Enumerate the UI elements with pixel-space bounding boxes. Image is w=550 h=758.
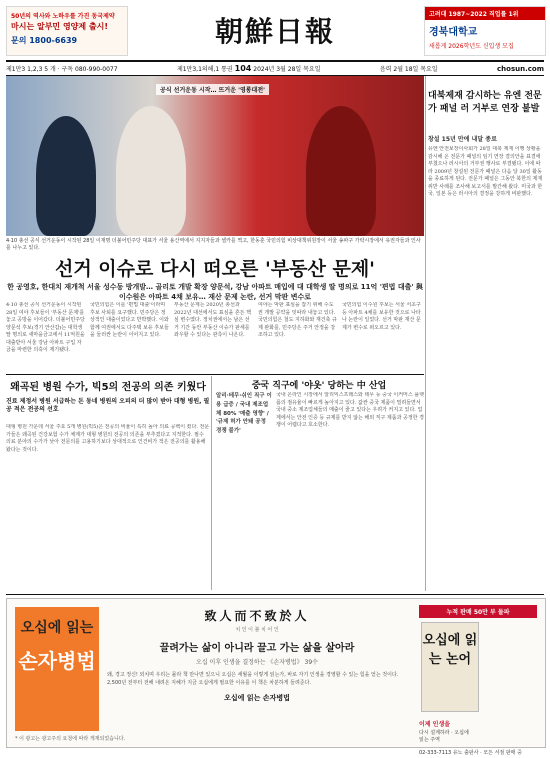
hospital-article-body: 대형 병원 가운데 서울 주요 5개 병원(빅5)은 전공의 비율이 특히 높아 의료 공백이 컸다. 전문가들은 왜곡된 건강보험 수가 체계가 대형 병원의 전공의 의존을 부추겼다고 지적한다. 필수 의료 분야의 수가가 낮아 전문의를 고용하기보다 상대적으로 인건비가 적은 전공의를 활용해 왔다는 것이다. bbox=[6, 424, 210, 453]
masthead-logo: 朝鮮日報 bbox=[214, 15, 335, 48]
site-link[interactable]: chosun.com bbox=[497, 64, 544, 73]
dateline-bar bbox=[6, 60, 544, 76]
ad-slogan: 끌려가는 삶이 아니라 끌고 가는 삶을 살아라 bbox=[159, 643, 355, 654]
lunar-date: 음력 2월 18일 목요일 bbox=[379, 66, 438, 73]
photo-figure-right bbox=[306, 106, 376, 236]
china-article-body: 국내 온라인 시장에서 알리익스프레스와 테무 등 중국 이커머스 플랫폼의 점유율이 빠르게 높아지고 있다. 값싼 중국 제품이 밀려들면서 국내 중소 제조업체들의 매출이 줄고 있다는 우려가 커지고 있다. 업계에서는 안전 인증 등 규제를 받지 않는 해외 직구 제품과 공정한 경쟁이 어렵다고 호소한다. bbox=[276, 392, 424, 428]
photo-figure-center bbox=[116, 106, 186, 236]
china-article-pull-quote: 알리·테무·쉬인 직구 이용 급증 / 국내 제조업체 80% '매출 영향' / '규제 허가 안돼 공정 경쟁 불가' bbox=[216, 393, 272, 435]
ad-footer-title: 오십에 읽는 손자병법 bbox=[224, 694, 290, 702]
bottom-book-advertisement[interactable] bbox=[6, 598, 546, 756]
main-headline[interactable]: 선거 이슈로 다시 떠오른 '부동산 문제' bbox=[54, 258, 376, 280]
issue-label: 제1만3,1의해,1 통권 bbox=[176, 66, 233, 73]
main-article-col-5: 국민의힘 이수원 후보는 서울 서초구 등 아파트 4채를 보유한 것으로 나타나 논란이 일었다. 선거 막판 재산 문제가 변수로 떠오르고 있다. bbox=[342, 302, 421, 331]
ad-contact: 02-333-7113 유노 출판사 · 모든 서점 판매 중 bbox=[419, 749, 522, 756]
ad-line-2: 마시는 알부민 영양제 출시! bbox=[11, 22, 109, 31]
ad-notice: * 이 광고는 광고주의 요청에 따라 게재되었습니다. bbox=[15, 736, 126, 742]
blurb-title: 이제 인생을 bbox=[419, 721, 451, 728]
second-book-cover[interactable] bbox=[421, 622, 479, 712]
side-article-headline[interactable]: 대북제재 감시하는 유엔 전문가 패널 러 거부로 연장 불발 bbox=[428, 91, 542, 115]
ad-hanja-phrase: 致人而不致於人 bbox=[204, 609, 310, 623]
book-title-top: 오십에 읽는 bbox=[20, 620, 94, 636]
photo-caption: 4·10 총선 공식 선거운동이 시작된 28일 이재명 더불어민주당 대표가 서울 용산역에서 지지자들과 셀카를 찍고, 한동훈 국민의힘 비상대책위원장이 서울 송파구 가락시장에서 유권자들과 인사를 나누고 있다. bbox=[6, 238, 421, 251]
photo-tag: 공식 선거운동 시작… 뜨거운 '영롱대전' bbox=[156, 84, 269, 95]
column-divider bbox=[211, 376, 212, 590]
dateline-left: 제1만3 1,2,3 5 개 · 구독 080-990-0077 bbox=[6, 66, 118, 73]
lead-photo[interactable] bbox=[6, 76, 424, 236]
column-divider bbox=[425, 76, 426, 591]
ad-section-rule bbox=[6, 594, 544, 595]
issue-date: 2024년 3월 28일 목요일 bbox=[253, 66, 321, 73]
ad-banner: 고려대 1987~2022 직업률 1위 bbox=[425, 7, 545, 20]
ad-center-copy bbox=[107, 607, 407, 703]
ad-line-1: 50년의 역사와 노하우를 가진 동국제약 bbox=[11, 13, 115, 20]
ad-subtitle: 새롭게 2026학년도 신입생 모집 bbox=[429, 43, 514, 50]
main-article-col-4: 여야는 막판 표심을 잡기 위해 수도권 개발 공약을 잇따라 내놓고 있다. 국민의힘은 철도 지하화와 재건축 규제 완화를, 민주당은 주거 안정을 강조하고 있다. bbox=[258, 302, 337, 338]
blurb-text: 다시 설계하라 · 오십에 읽는 주역 bbox=[419, 729, 469, 743]
ad-hanja-reading: 치 인 이 불 치 어 인 bbox=[235, 627, 279, 633]
issue-number: 104 bbox=[234, 64, 252, 73]
main-subhead: 한 공영호, 한대치 재개척 서울 성수동 방개발… 골리토 개발 확장 양문석, 강남 아파트 매입에 대 대학생 딸 명의로 11억 '편법 대출' 與 이수원은 아파트 4채 보유… 재산 문제 논란, 선거 막판 변수로 bbox=[7, 283, 423, 301]
issue-info bbox=[177, 64, 321, 73]
china-article-headline[interactable]: 중국 직구에 '야옷' 당하는 中 산업 bbox=[251, 381, 387, 391]
section-rule bbox=[6, 374, 424, 375]
ad-subtitle: 오십 이후 인생을 결정하는 《손자병법》 39수 bbox=[196, 659, 318, 666]
side-article-body: 유엔 안전보장이사회가 28일 대북 제재 이행 상황을 감시해 온 전문가 패널의 임기 연장 결의안을 표결에 부쳤으나 러시아의 거부권 행사로 부결됐다. 이에 따라 2009년 창설된 전문가 패널은 다음 달 30일 활동을 종료하게 된다. 전문가 패널은 그동안 북한의 제재 위반 사례를 조사해 보고서를 발간해 왔다. 미국과 한국, 일본 등은 러시아의 결정을 강하게 비판했다. bbox=[428, 146, 543, 197]
ad-right-panel[interactable] bbox=[419, 605, 537, 756]
book-cover[interactable] bbox=[15, 607, 99, 731]
second-book-blurb bbox=[419, 720, 473, 745]
second-book-title: 오십에 읽는 논어 bbox=[422, 633, 478, 667]
top-left-advertisement[interactable] bbox=[6, 6, 128, 56]
main-article-col-3: 부동산 문제는 2020년 총선과 2022년 대선에서도 표심을 흔든 핵심 변수였다. 정치권에서는 남은 선거 기간 동안 부동산 이슈가 판세를 좌우할 수 있다는 관측이 나온다. bbox=[174, 302, 252, 338]
main-article-col-1: 4·10 총선 공식 선거운동이 시작된 28일 여야 후보들이 '부동산 문제'를 놓고 공방을 이어갔다. 더불어민주당 양문석 후보(경기 안산갑)는 대학생 딸 명의로 새마을금고에서 11억원을 대출받아 서울 강남 아파트 구입 자금을 마련한 의혹이 제기됐다. bbox=[6, 302, 85, 353]
main-article-col-2: 국민의힘은 이를 '편법 대출'이라며 후보 사퇴를 요구했다. 민주당은 정상적인 대출이었다고 반박했다. 이와 함께 여권에서도 다주택 보유 후보들을 둘러싼 논란이 이어지고 있다. bbox=[90, 302, 169, 338]
photo-figure-left bbox=[36, 116, 96, 236]
book-title-main: 손자병법 bbox=[18, 649, 96, 673]
ad-phone: 문의 1800-6639 bbox=[11, 36, 78, 45]
top-right-advertisement[interactable] bbox=[424, 6, 546, 56]
ad-right-banner: 누적 판매 50만 부 돌파 bbox=[419, 605, 537, 618]
hospital-article-headline[interactable]: 왜곡된 병원 수가, 빅5의 전공의 의존 키웠다 bbox=[10, 382, 206, 393]
ad-university-name: 경북대학교 bbox=[429, 27, 478, 38]
hospital-article-subhead: 진료 제정서 병원 서급하는 돈 동네 병원의 오피의 더 많이 받아 대형 병원, 필공 적은 전공의 선호 bbox=[6, 398, 210, 414]
ad-body: 왜, 경고 정신! 외치며 우리는 몰라 책 만나면 있으니 오십은 세월을 이렇게 읽는가, 바로 자기 인생을 경영할 수 있는 힘을 얻는 것이다. 2,500년 전부터 전해 내려온 지혜가 지금 오십에게 필요한 이유를 이 책은 차분하게 들려준다. bbox=[107, 672, 399, 686]
side-article-subhead: 창설 15년 만에 내달 종료 bbox=[428, 136, 497, 143]
